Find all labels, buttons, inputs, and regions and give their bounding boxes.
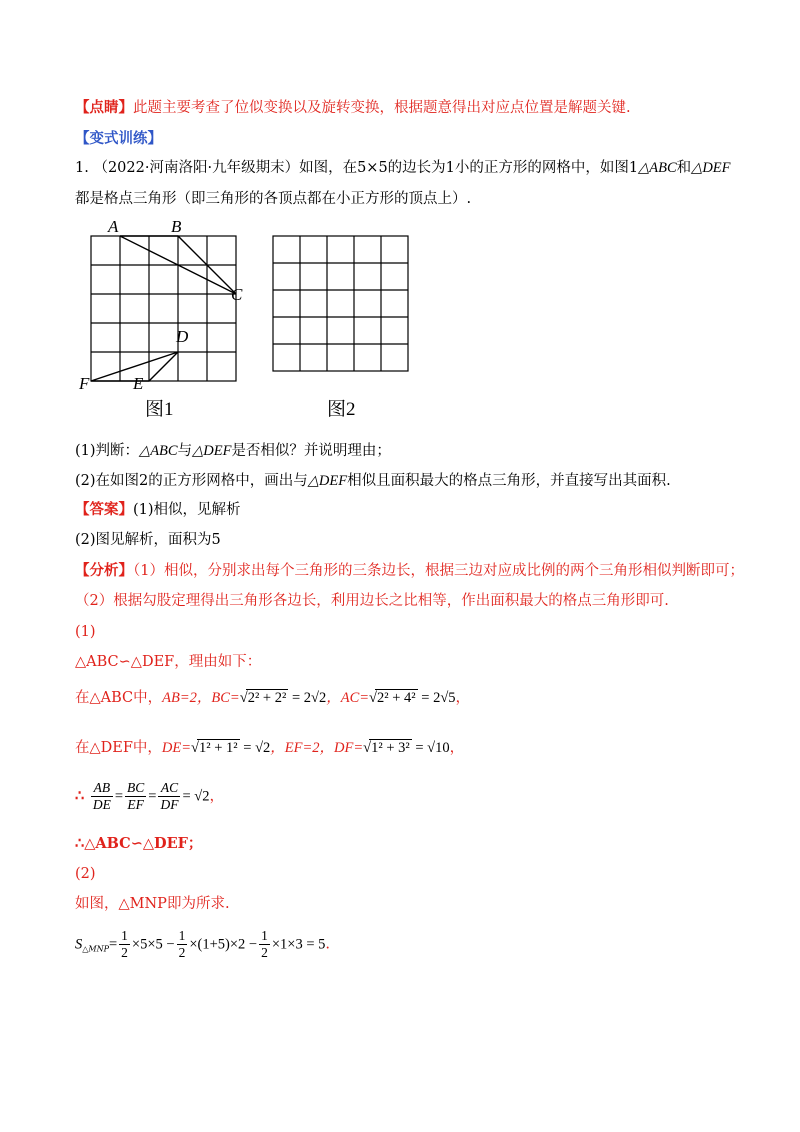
label-e: E	[133, 374, 144, 393]
q2-suffix: 相似且面积最大的格点三角形，并直接写出其面积.	[347, 473, 671, 489]
fraction-ab-de	[91, 780, 113, 813]
half-fraction-3	[259, 928, 270, 961]
area-period: .	[325, 936, 330, 953]
q1-abc: △ABC	[139, 443, 178, 459]
def-prefix: 在△DEF中，	[75, 740, 162, 756]
q2-def: △DEF	[307, 473, 348, 489]
problem-number: 1.	[75, 160, 89, 176]
ab-value: AB=2，	[162, 690, 212, 706]
de-expression: √1² + 1² = √2	[191, 740, 271, 756]
ef-value: ，EF=2，	[270, 740, 335, 756]
q2-prefix: (2)在如图2的正方形网格中，画出与	[75, 473, 308, 489]
conclusion: ∴△ABC∽△DEF；	[75, 835, 203, 852]
triangle-abc: △ABC	[638, 160, 677, 176]
figures-svg	[75, 213, 435, 425]
dianjing-tag: 【点睛】	[75, 99, 133, 116]
area-term-2: ×(1+5)×2 −	[189, 936, 258, 953]
fraction-bc-ef	[125, 780, 146, 813]
dianjing-line	[75, 98, 631, 118]
problem-line-1	[75, 158, 731, 178]
label-c: C	[231, 285, 243, 304]
analysis-line-2: （2）根据勾股定理得出三角形各边长，利用边长之比相等，作出面积最大的格点三角形即可.	[75, 593, 669, 609]
label-b: B	[171, 217, 182, 236]
area-symbol: S	[75, 936, 83, 953]
answer-text-1: (1)相似，见解析	[133, 502, 241, 518]
half-num-2: 1	[178, 928, 186, 943]
analysis-text-1: （1）相似，分别求出每个三角形的三条边长，根据三边对应成比例的两个三角形相似判断即可；	[133, 563, 744, 579]
triangle-def: △DEF	[691, 160, 731, 176]
df-comma: ，	[449, 740, 465, 756]
conclusion-line	[75, 834, 202, 854]
ratio-de: DE	[92, 797, 111, 812]
answer-line-1	[75, 500, 241, 520]
half-num-3: 1	[261, 928, 268, 943]
section-title: 【变式训练】	[75, 130, 162, 147]
ac-expression: √2² + 4² = 2√5	[369, 690, 456, 706]
part2-label: (2)	[75, 866, 96, 882]
df-result: = √10	[415, 740, 450, 756]
area-term-1: ×5×5 −	[131, 936, 175, 953]
question-2	[75, 471, 671, 491]
ratio-line: ∴ $\frac{AB}{DE}$ = $\frac{BC}{EF}$ = $\frac{AC}{DF}$ = √2，	[75, 780, 224, 812]
abc-prefix: 在△ABC中，	[75, 690, 163, 706]
abc-sides-line	[75, 688, 470, 708]
half-num-1: 1	[121, 928, 128, 943]
analysis-tag: 【分析】	[75, 562, 133, 579]
ratio-ac: AC	[158, 780, 180, 797]
ac-result: = 2√5	[421, 690, 456, 706]
fig1-caption: 图1	[145, 399, 174, 420]
area-equals: =	[108, 936, 118, 953]
q1-suffix: 是否相似？并说明理由；	[231, 443, 391, 459]
problem-line-2: 都是格点三角形（即三角形的各顶点都在小正方形的顶点上）.	[75, 191, 472, 207]
half-fraction-1	[119, 928, 130, 961]
problem-source: （2022·河南洛阳·九年级期末）如图，在5×5的边长为1小的正方形的网格中，如图1	[93, 160, 639, 176]
de-radicand: 1² + 1²	[199, 740, 238, 756]
figure-2-grid	[273, 236, 408, 371]
bc-label: BC=	[211, 690, 240, 706]
q1-mid: 与	[177, 443, 193, 459]
def-sides-line	[75, 738, 464, 758]
ac-label: ，AC=	[326, 690, 370, 706]
q1-prefix: (1)判断：	[75, 443, 140, 459]
ratio-df: DF	[160, 797, 179, 812]
answer-tag: 【答案】	[75, 501, 133, 518]
ratio-result: = √2	[182, 788, 210, 805]
therefore-symbol-1: ∴	[75, 787, 85, 805]
ratio-comma: ，	[209, 788, 224, 805]
area-term-3: ×1×3 = 5	[271, 936, 326, 953]
analysis-line-1	[75, 561, 744, 581]
bc-expression: √2² + 2² = 2√2	[239, 690, 327, 706]
bc-radicand: 2² + 2²	[247, 690, 287, 706]
half-den-2: 2	[178, 945, 186, 960]
ac-radicand: 2² + 4²	[377, 690, 416, 706]
answer-line-2: (2)图见解析，面积为5	[75, 532, 221, 548]
half-den-3: 2	[261, 945, 268, 960]
bc-result: = 2√2	[291, 690, 327, 706]
label-f: F	[79, 374, 90, 393]
part1-label: (1)	[75, 624, 96, 640]
fraction-ac-df	[158, 780, 180, 813]
half-fraction-2	[177, 928, 188, 961]
ac-comma: ，	[455, 690, 471, 706]
fig2-caption: 图2	[327, 399, 356, 420]
df-label: DF=	[334, 740, 364, 756]
mnp-statement: 如图，△MNP即为所求.	[75, 896, 230, 912]
df-radicand: 1² + 3²	[371, 740, 410, 756]
label-a: A	[108, 217, 119, 236]
q1-def: △DEF	[192, 443, 232, 459]
area-subscript: △MNP	[82, 944, 109, 954]
ratio-bc: BC	[127, 780, 145, 795]
question-1	[75, 441, 391, 461]
area-formula-line	[75, 928, 330, 961]
ratio-ef: EF	[127, 797, 144, 812]
de-result: = √2	[243, 740, 271, 756]
half-den-1: 2	[121, 945, 128, 960]
dianjing-text: 此题主要考查了位似变换以及旋转变换，根据题意得出对应点位置是解题关键.	[133, 100, 631, 116]
de-label: DE=	[161, 740, 192, 756]
ratio-ab: AB	[91, 780, 113, 797]
similar-statement: △ABC∽△DEF，理由如下：	[75, 654, 262, 670]
and-word: 和	[676, 160, 692, 176]
label-d: D	[176, 327, 189, 346]
df-expression: √1² + 3² = √10	[363, 740, 450, 756]
